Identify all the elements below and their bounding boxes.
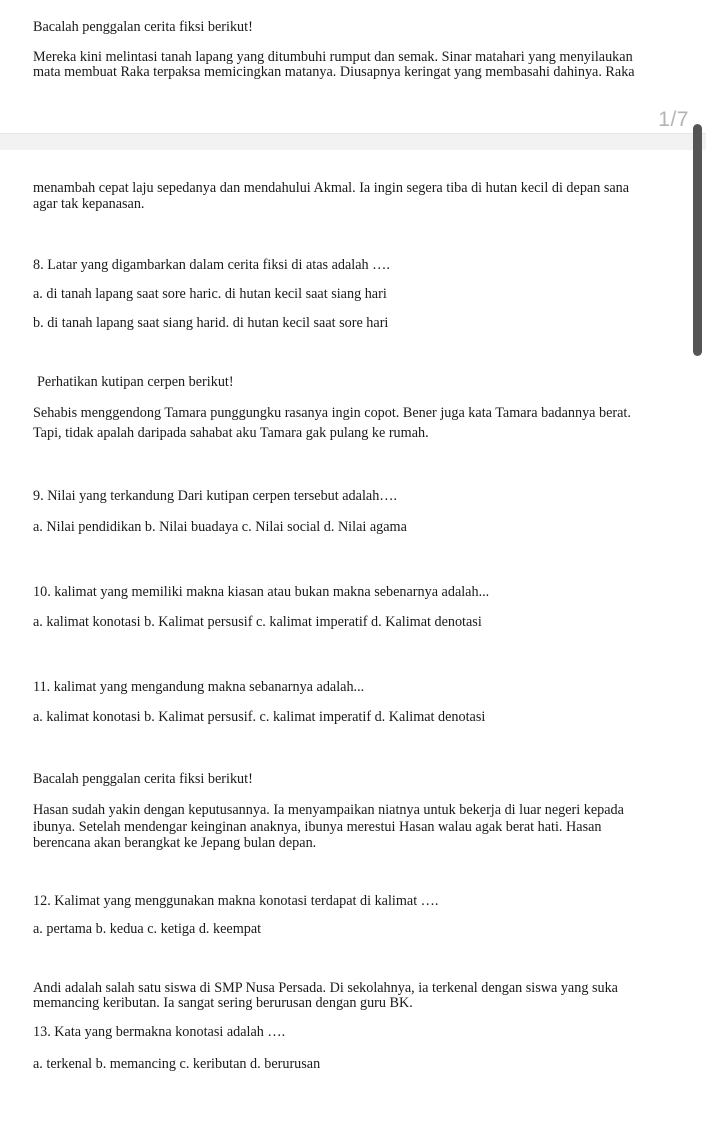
story-line: Hasan sudah yakin dengan keputusannya. Ia menyampaikan niatnya untuk bekerja di luar negeri kepada <box>33 802 624 818</box>
question-13: 13. Kata yang bermakna konotasi adalah …. <box>33 1024 286 1040</box>
question-8-options: a. di tanah lapang saat sore haric. di hutan kecil saat siang hari <box>33 286 387 302</box>
story-line: agar tak kepanasan. <box>33 196 145 212</box>
question-8-options: b. di tanah lapang saat siang harid. di hutan kecil saat sore hari <box>33 315 389 331</box>
scrollbar-thumb[interactable] <box>693 124 702 356</box>
question-11-options: a. kalimat konotasi b. Kalimat persusif. c. kalimat imperatif d. Kalimat denotasi <box>33 709 486 725</box>
question-13-options: a. terkenal b. memancing c. keributan d. berurusan <box>33 1056 321 1072</box>
story-line: Andi adalah salah satu siswa di SMP Nusa Persada. Di sekolahnya, ia terkenal dengan siswa yang suka <box>33 980 618 996</box>
page-separator <box>0 133 706 150</box>
story-line: menambah cepat laju sepedanya dan mendahului Akmal. Ia ingin segera tiba di hutan kecil di depan sana <box>33 180 630 196</box>
page-indicator: 1/7 <box>658 108 689 131</box>
story-line: memancing keributan. Ia sangat sering berurusan dengan guru BK. <box>33 995 413 1011</box>
instruction-heading: Perhatikan kutipan cerpen berikut! <box>37 374 234 390</box>
question-10-options: a. kalimat konotasi b. Kalimat persusif c. kalimat imperatif d. Kalimat denotasi <box>33 614 482 630</box>
story-line: ibunya. Setelah mendengar keinginan anaknya, ibunya merestui Hasan walau agak berat hati. Hasan <box>33 819 602 835</box>
question-11: 11. kalimat yang mengandung makna sebanarnya adalah... <box>33 679 365 695</box>
story-line: mata membuat Raka terpaksa memicingkan matanya. Diusapnya keringat yang membasahi dahinya. Raka <box>33 64 635 80</box>
page-break <box>0 90 706 154</box>
story-line: berencana akan berangkat ke Jepang bulan depan. <box>33 835 317 851</box>
question-12: 12. Kalimat yang menggunakan makna konotasi terdapat di kalimat …. <box>33 893 439 909</box>
question-10: 10. kalimat yang memiliki makna kiasan atau bukan makna sebenarnya adalah... <box>33 584 490 600</box>
story-line: Mereka kini melintasi tanah lapang yang ditumbuhi rumput dan semak. Sinar matahari yang menyilaukan <box>33 49 633 65</box>
question-12-options: a. pertama b. kedua c. ketiga d. keempat <box>33 921 262 937</box>
question-8: 8. Latar yang digambarkan dalam cerita fiksi di atas adalah …. <box>33 257 390 273</box>
excerpt-line: Tapi, tidak apalah daripada sahabat aku Tamara gak pulang ke rumah. <box>33 425 429 441</box>
question-9: 9. Nilai yang terkandung Dari kutipan cerpen tersebut adalah…. <box>33 488 398 504</box>
excerpt-line: Sehabis menggendong Tamara punggungku rasanya ingin copot. Bener juga kata Tamara badannya berat. <box>33 405 631 421</box>
question-9-options: a. Nilai pendidikan b. Nilai buadaya c. Nilai social d. Nilai agama <box>33 519 407 535</box>
instruction-heading: Bacalah penggalan cerita fiksi berikut! <box>33 19 253 35</box>
instruction-heading: Bacalah penggalan cerita fiksi berikut! <box>33 771 253 787</box>
